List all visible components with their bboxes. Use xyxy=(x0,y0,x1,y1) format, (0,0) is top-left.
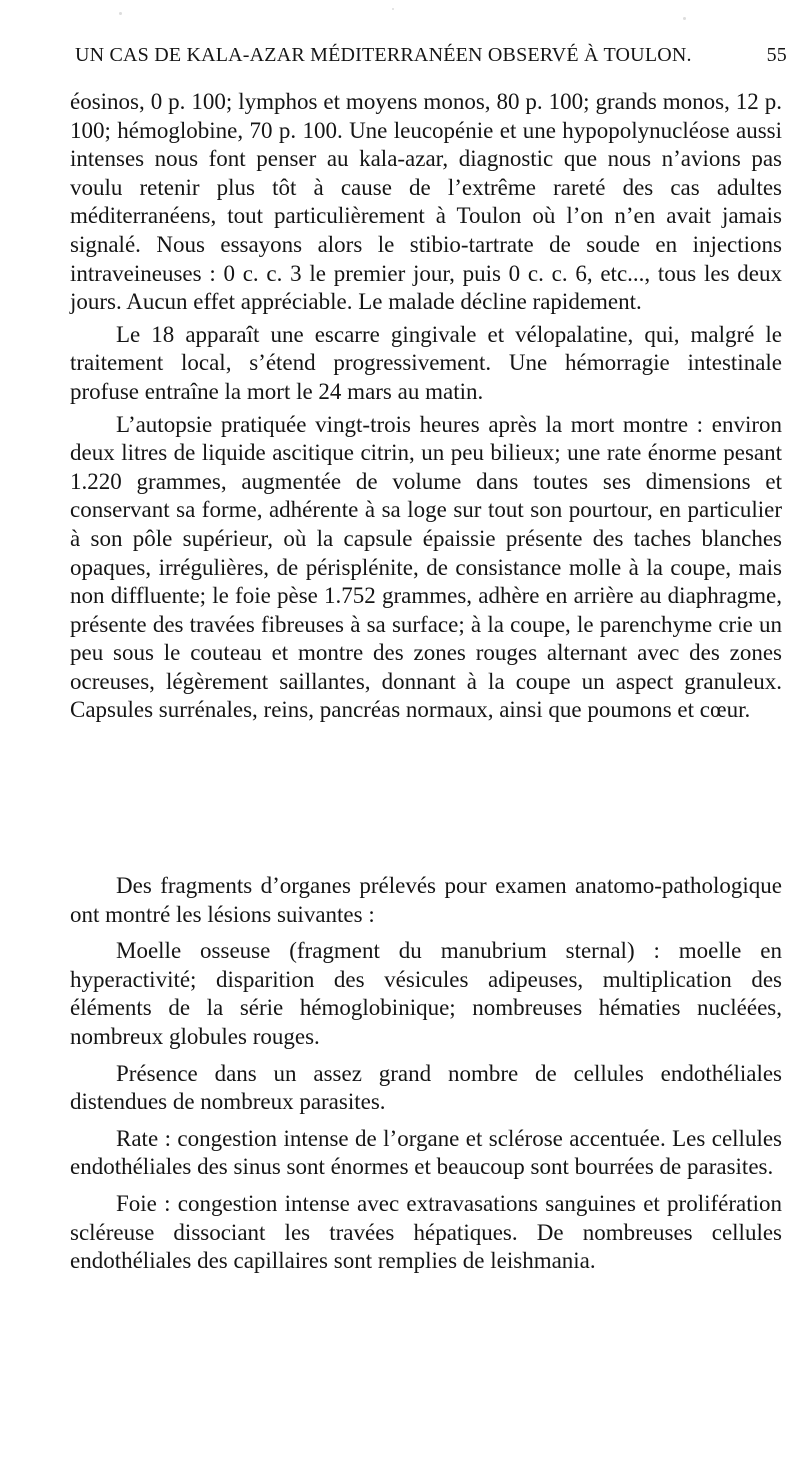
scan-speck xyxy=(392,8,394,10)
scan-speck xyxy=(683,17,686,20)
paragraph-endothelial-cells: Présence dans un assez grand nombre de cellules endothéliales distendues de nombreux parasites. xyxy=(70,1060,782,1115)
body-text-top xyxy=(70,88,782,725)
paragraph-autopsy: L’autopsie pratiquée vingt-trois heures après la mort montre : environ deux litres de liquide ascitique citrin, un peu bilieux; une rate énorme pesant 1.220 grammes, augmentée de volume dans toutes ses dimensions et conservant sa forme, adhérente à sa loge sur tout son pourtour, en particulier à son pôle supérieur, où la capsule épaissie présente des taches blanches opaques, irrégulières, de périsplénite, de consistance molle à la coupe, mais non diffluente; le foie pèse 1.752 grammes, adhère en arrière au diaphragme, présente des travées fibreuses à sa surface; à la coupe, le parenchyme crie un peu sous le couteau et montre des zones rouges alternant avec des zones ocreuses, légèrement saillantes, donnant à la coupe un aspect granuleux. Capsules surrénales, reins, pancréas normaux, ainsi que poumons et cœur. xyxy=(70,411,782,723)
paragraph-liver: Foie : congestion intense avec extravasations sanguines et prolifération scléreuse dissociant les travées hépatiques. De nombreuses cellules endothéliales des capillaires sont remplies de leishmania. xyxy=(70,1190,782,1274)
page-number: 55 xyxy=(766,44,787,66)
paragraph-blood-count: éosinos, 0 p. 100; lymphos et moyens monos, 80 p. 100; grands monos, 12 p. 100; hémoglobine, 70 p. 100. Une leucopénie et une hypopolynucléose aussi intenses nous font penser au kala-azar, diagnostic que nous n’avions pas voulu retenir plus tôt à cause de l’extrême rareté des cas adultes méditerranéens, tout particulièrement à Toulon où l’on n’en avait jamais signalé. Nous essayons alors le stibio-tartrate de soude en injections intraveineuses : 0 c. c. 3 le premier jour, puis 0 c. c. 6, etc..., tous les deux jours. Aucun effet appréciable. Le malade décline rapidement. xyxy=(70,89,782,315)
paragraph-lesions-intro: Des fragments d’organes prélevés pour examen anatomo-pathologique ont montré les lésions suivantes : xyxy=(70,873,782,927)
paragraph-bone-marrow: Moelle osseuse (fragment du manubrium sternal) : moelle en hyperactivité; disparition des vésicules adipeuses, multiplication des éléments de la série hémoglobinique; nombreuses hématies nucléées, nombreux globules rouges. xyxy=(70,938,782,1049)
running-head xyxy=(75,44,787,78)
body-text-bottom xyxy=(70,872,782,1276)
running-title: UN CAS DE KALA-AZAR MÉDITERRANÉEN OBSERVÉ À TOULON. xyxy=(75,44,692,66)
paragraph-spleen: Rate : congestion intense de l’organe et sclérose accentuée. Les cellules endothéliales des sinus sont énormes et beaucoup sont bourrées de parasites. xyxy=(70,1125,782,1180)
paragraph-escarre: Le 18 apparaît une escarre gingivale et vélopalatine, qui, malgré le traitement local, s’étend progressivement. Une hémorragie intestinale profuse entraîne la mort le 24 mars au matin. xyxy=(70,321,782,404)
scan-speck xyxy=(119,12,122,15)
